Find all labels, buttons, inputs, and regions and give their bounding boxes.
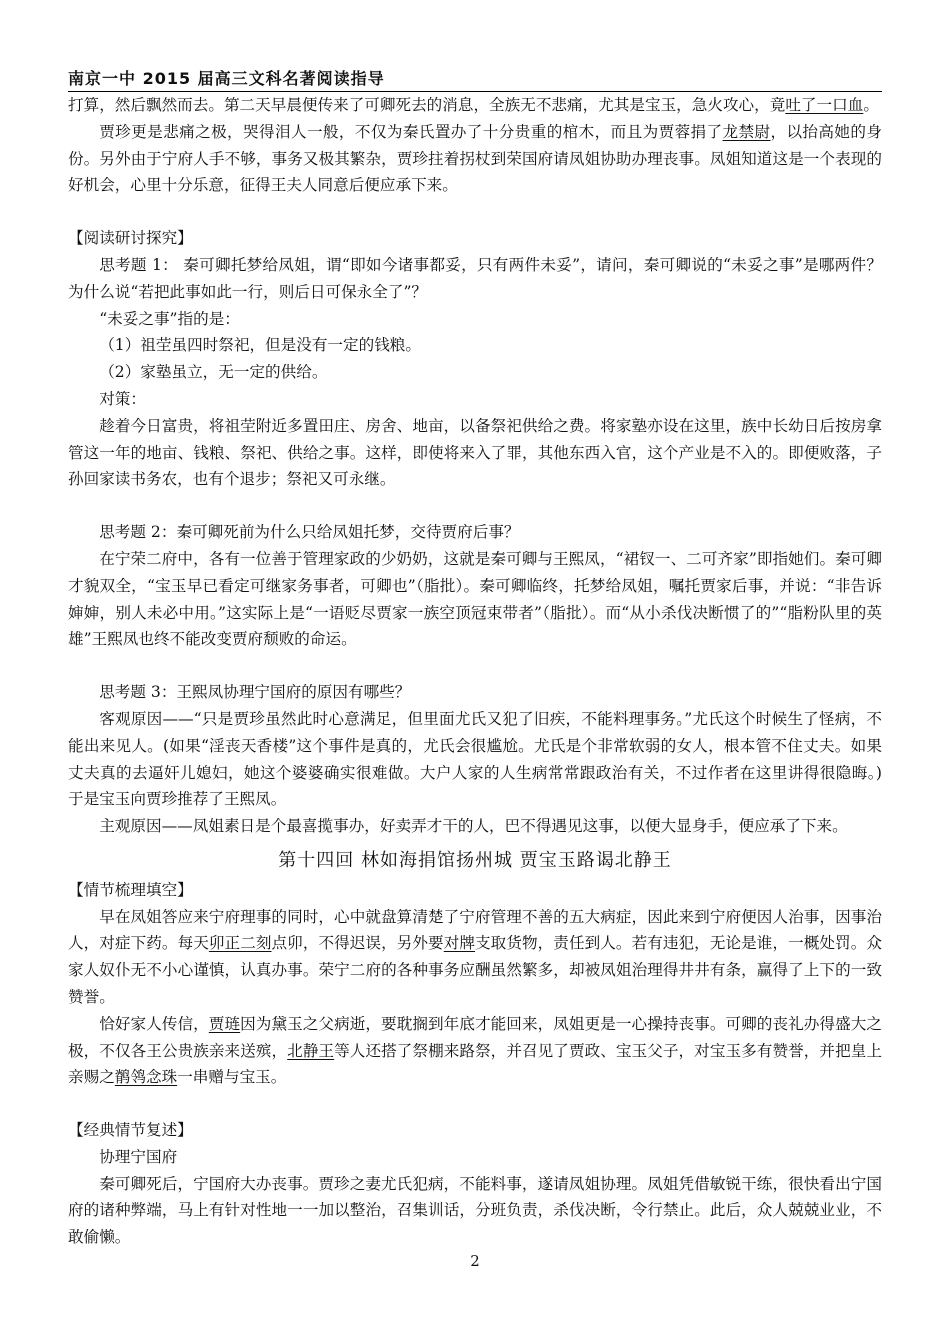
section-heading-classic: 【经典情节复述】 — [68, 1121, 193, 1140]
underlined-term: 龙禁尉 — [722, 122, 771, 141]
classic-paragraph: 秦可卿死后，宁国府大办丧事。贾珍之妻尤氏犯病，不能料事，遂请凤姐协理。凤姐凭借敏锐干练，很快看出宁国府的诸种弊端，马上有针对性地一一加以整治，召集训话，分班负责，杀伐决断，令行禁止。此后，众人兢兢业业，不敢偷懒。 — [68, 1174, 882, 1247]
underlined-term: 吐了一口血 — [785, 96, 864, 114]
section-heading-study: 【阅读研讨探究】 — [68, 229, 193, 248]
answer-line: （1）祖茔虽四时祭祀，但是没有一定的钱粮。 — [99, 336, 421, 355]
question-1: 思考题 1： 秦可卿托梦给凤姐，谓“即如今诸事都妥，只有两件未妥”，请问，秦可卿说的“未妥之事”是哪两件？为什么说“若把此事如此一行，则后日可保永全了”？ — [68, 255, 882, 301]
plot-paragraph-2: 恰好家人传信，贾琏因为黛玉之父病逝，要耽搁到年底才能回来，凤姐更是一心操持丧事。可卿的丧礼办得盛大之极，不仅各王公贵族亲来送殡，北静王等人还搭了祭棚来路祭，并召见了贾政、宝玉父子，对宝玉多有赞誉，并把皇上亲赐之鹡鸰念珠一串赠与宝玉。 — [68, 1014, 882, 1087]
underlined-term: 鹡鸰念珠 — [114, 1068, 178, 1087]
answer-paragraph: 趁着今日富贵，将祖茔附近多置田庄、房舍、地亩，以备祭祀供给之费。将家塾亦设在这里，族中长幼日后按房拿管这一年的地亩、钱粮、祭祀、供给之事。这样，即使将来入了罪，其他东西入官，这个产业是不入的。即便败落，子孙回家读书务农，也有个退步；祭祀又可永继。 — [68, 416, 882, 489]
answer-line: 对策： — [99, 389, 146, 408]
question-2: 思考题 2：秦可卿死前为什么只给凤姐托梦，交待贾府后事？ — [99, 523, 520, 542]
question-3: 思考题 3：王熙凤协理宁国府的原因有哪些？ — [99, 683, 411, 702]
intro-paragraph-1: 打算，然后飘然而去。第二天早晨便传来了可卿死去的消息，全族无不悲痛，尤其是宝玉，急火攻心，竟吐了一口血。 — [68, 96, 879, 114]
chapter-title: 第十四回 林如海捐馆扬州城 贾宝玉路谒北静王 — [278, 849, 672, 871]
underlined-term: 北静王 — [287, 1041, 335, 1060]
underlined-term: 贾琏 — [208, 1014, 241, 1033]
answer-paragraph: 在宁荣二府中，各有一位善于管理家政的少奶奶，这就是秦可卿与王熙凤，“裙钗一、二可齐家”即指她们。秦可卿才貌双全，“宝玉早已看定可继家务事者，可卿也”（脂批）。秦可卿临终，托梦给凤姐，嘱托贾家后事，并说：“非告诉婶婶，别人未必中用。”这实际上是“一语贬尽贾家一族空顶冠束带者”（脂批）。而“从小杀伐决断惯了的”“脂粉队里的英雄”王熙凤也终不能改变贾府颓败的命运。 — [68, 549, 882, 649]
answer-line: （2）家塾虽立，无一定的供给。 — [99, 363, 328, 382]
answer-paragraph: 主观原因——凤姐素日是个最喜揽事办，好卖弄才干的人，巴不得遇见这事，以便大显身手，便应承了下来。 — [99, 817, 848, 836]
answer-paragraph: 客观原因——“只是贾珍虽然此时心意满足，但里面尤氏又犯了旧疾，不能料理事务。”尤氏这个时候生了怪病，不能出来见人。(如果“淫丧天香楼”这个事件是真的，尤氏会很尴尬。尤氏是个非常软弱的女人，根本管不住丈夫。如果丈夫真的去逼奸儿媳妇，她这个婆婆确实很难做。大户人家的人生病常常跟政治有关，不过作者在这里讲得很隐晦。) 于是宝玉向贾珍推荐了王熙凤。 — [68, 709, 882, 809]
intro-paragraph-2: 贾珍更是悲痛之极，哭得泪人一般，不仅为秦氏置办了十分贵重的棺木，而且为贾蓉捐了龙禁尉，以抬高她的身份。另外由于宁府人手不够，事务又极其繁杂，贾珍拄着拐杖到荣国府请凤姐协助办理丧事。凤姐知道这是一个表现的好机会，心里十分乐意，征得王夫人同意后便应承下来。 — [68, 122, 882, 195]
section-heading-plot: 【情节梳理填空】 — [68, 880, 193, 899]
page-header: 南京一中 2015 届高三文科名著阅读指导 — [68, 66, 882, 92]
plot-paragraph-1: 早在凤姐答应来宁府理事的同时，心中就盘算清楚了宁府管理不善的五大病症，因此来到宁府便因人治事，因事治人，对症下药。每天卯正二刻点卯，不得迟误，另外要对牌支取货物，责任到人。若有违犯，无论是谁，一概处罚。众家人奴仆无不小心谨慎，认真办事。荣宁二府的各种事务应酬虽然繁多，却被凤姐治理得井井有条，赢得了上下的一致赞誉。 — [68, 907, 882, 1006]
page-content — [68, 92, 882, 1251]
underlined-term: 对牌 — [443, 934, 476, 953]
answer-line: “未妥之事”指的是： — [99, 309, 240, 328]
underlined-term: 卯正二刻 — [208, 934, 272, 953]
classic-subtitle: 协理宁国府 — [99, 1147, 178, 1166]
page-number: 2 — [470, 1252, 480, 1270]
